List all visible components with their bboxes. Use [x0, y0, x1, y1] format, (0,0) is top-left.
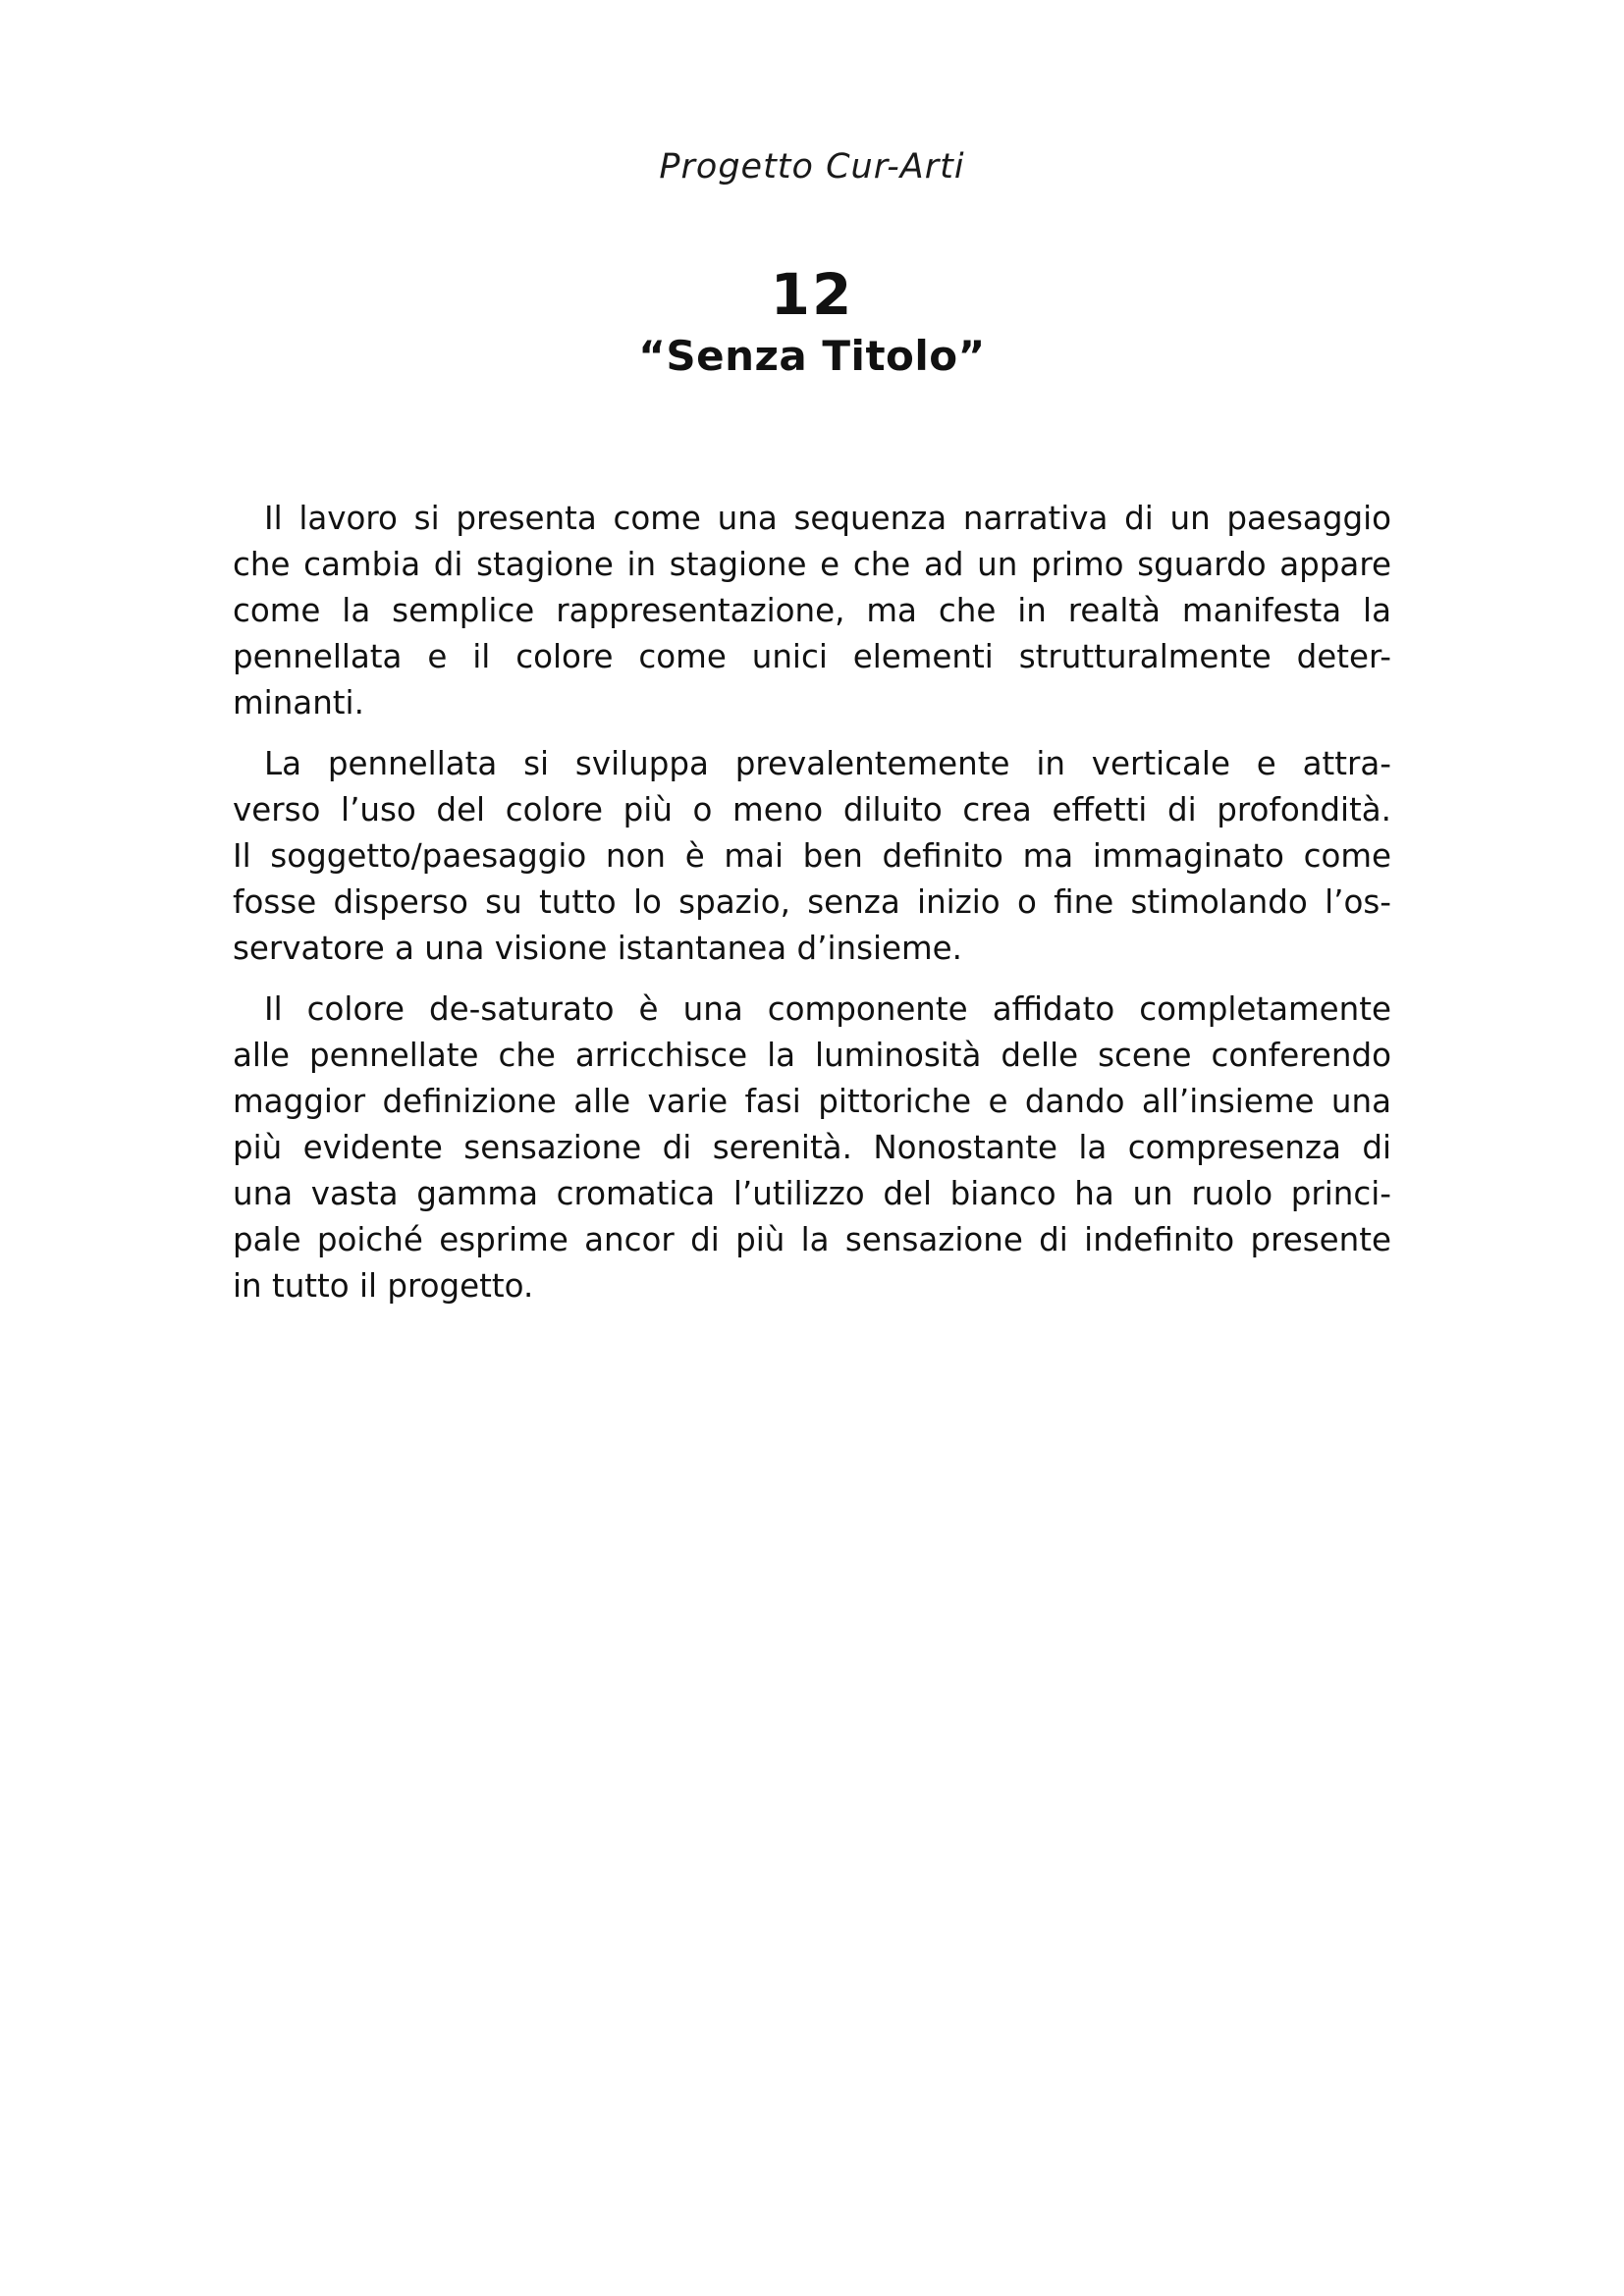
text-line: La pennellata si sviluppa prevalentemente in verticale e attra- — [264, 745, 1391, 782]
running-header: Progetto Cur-Arti — [659, 147, 965, 187]
paragraph-2 — [233, 741, 1391, 972]
body-text — [233, 496, 1391, 1324]
text-line: pale poiché esprime ancor di più la sensazione di indefinito presente — [233, 1221, 1391, 1258]
text-line: alle pennellate che arricchisce la luminosità delle scene conferendo — [233, 1037, 1391, 1074]
text-line: Il colore de-saturato è una componente affidato completamente — [264, 990, 1391, 1028]
text-line: maggior definizione alle varie fasi pittoriche e dando all’insieme una — [233, 1083, 1391, 1120]
text-line: minanti. — [233, 684, 364, 721]
text-line: come la semplice rappresentazione, ma che in realtà manifesta la — [233, 592, 1391, 629]
text-line: Il soggetto/paesaggio non è mai ben definito ma immaginato come — [233, 837, 1391, 875]
text-line: pennellata e il colore come unici elementi strutturalmente deter- — [233, 638, 1391, 675]
text-line: fosse disperso su tutto lo spazio, senza inizio o fine stimolando l’os- — [233, 883, 1391, 921]
text-line: in tutto il progetto. — [233, 1267, 534, 1305]
text-line: che cambia di stagione in stagione e che ad un primo sguardo appare — [233, 546, 1391, 583]
text-line: verso l’uso del colore più o meno diluito crea effetti di profondità. — [233, 791, 1391, 828]
paragraph-1 — [233, 496, 1391, 726]
paragraph-3 — [233, 987, 1391, 1309]
chapter-number: 12 — [770, 261, 854, 328]
text-line: servatore a una visione istantanea d’insieme. — [233, 930, 963, 967]
chapter-title: “Senza Titolo” — [638, 332, 986, 380]
text-line: una vasta gamma cromatica l’utilizzo del bianco ha un ruolo princi- — [233, 1175, 1391, 1212]
text-line: Il lavoro si presenta come una sequenza narrativa di un paesaggio — [264, 500, 1391, 537]
text-line: più evidente sensazione di serenità. Nonostante la compresenza di — [233, 1129, 1391, 1166]
